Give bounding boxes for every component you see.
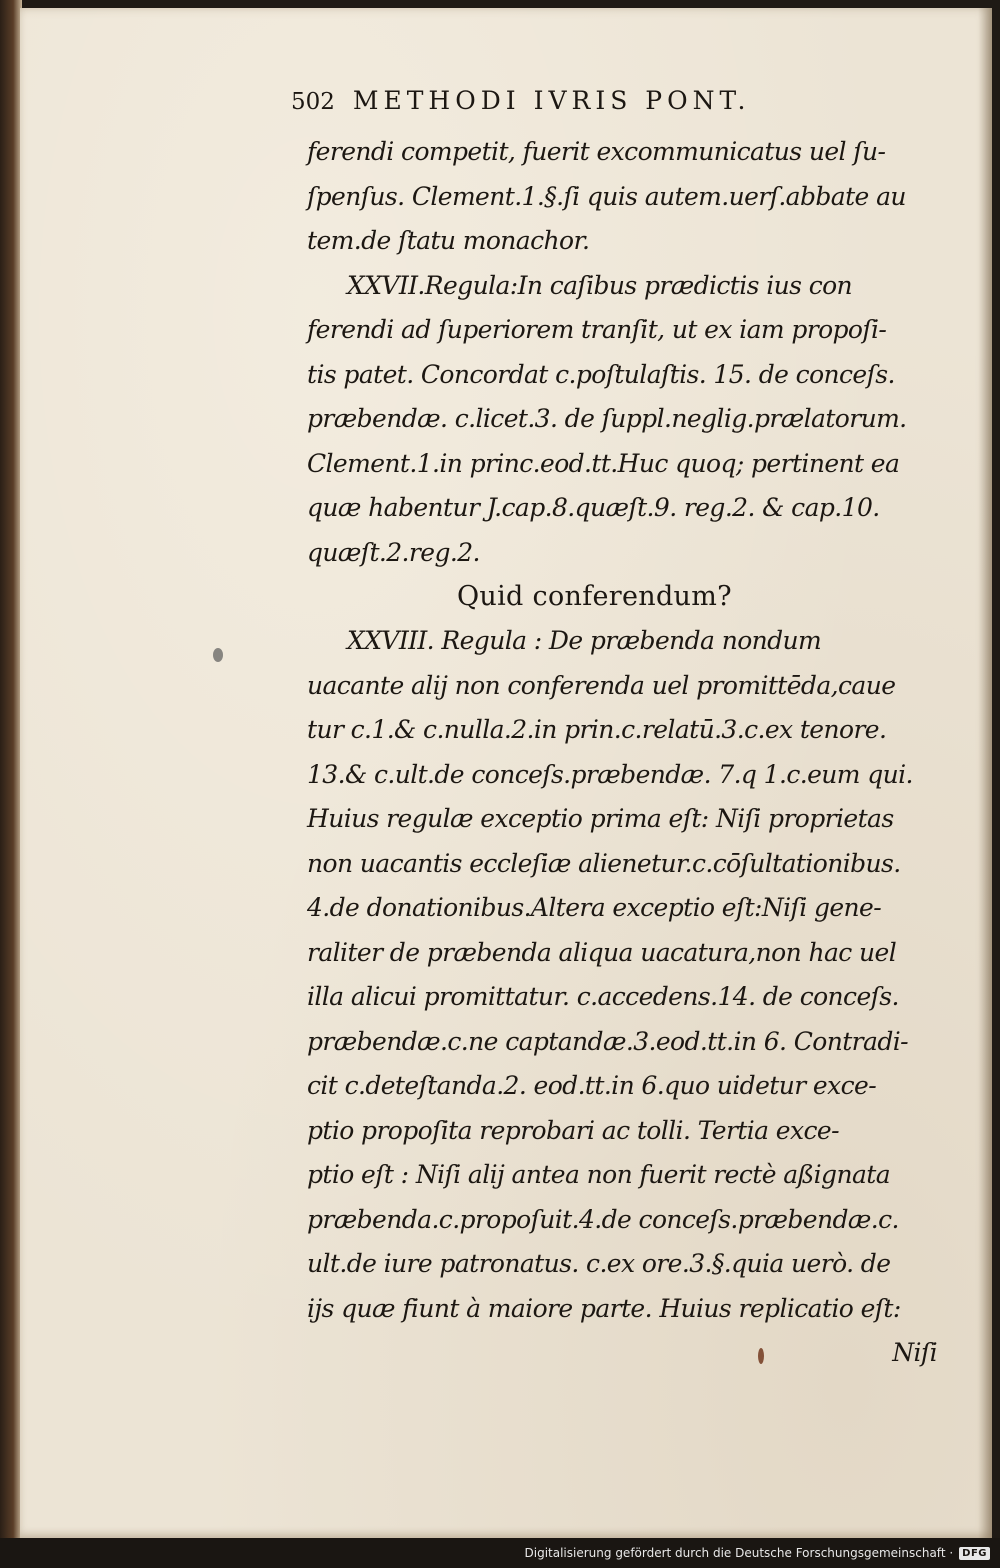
text-line: ferendi ad ſuperiorem tranſit, ut ex iam propoſi- bbox=[307, 315, 887, 344]
text-line: ptio eſt : Niſi alij antea non fuerit rectè aßignata bbox=[307, 1160, 890, 1189]
page-edge-shadow bbox=[978, 8, 992, 1538]
text-line: quæ habentur J.cap.8.quæſt.9. reg.2. & cap.10. bbox=[307, 493, 880, 522]
text-line: non uacantis eccleſiæ alienetur.c.cōſultationibus. bbox=[307, 848, 901, 878]
text-line: præbendæ.c.ne captandæ.3.eod.tt.in 6. Contradi- bbox=[307, 1026, 908, 1056]
text-line: præbendæ. c.licet.3. de ſuppl.neglig.prælatorum. bbox=[307, 404, 907, 433]
text-line: præbenda.c.propoſuit.4.de conceſs.præbendæ.c. bbox=[307, 1204, 899, 1234]
text-line-rule-27: XXVII.Regula:In caſibus prædictis ius con bbox=[347, 270, 853, 300]
text-line: raliter de præbenda aliqua uacatura,non hac uel bbox=[307, 937, 897, 967]
text-line: ferendi competit, fuerit excommunicatus uel ſu- bbox=[307, 137, 886, 166]
running-head bbox=[291, 86, 945, 130]
text-line: Clement.1.in princ.eod.tt.Huc quoq; pertinent ea bbox=[307, 448, 900, 478]
text-line: 4.de donationibus.Altera exceptio eſt:Niſi gene- bbox=[307, 893, 882, 922]
page-text bbox=[285, 86, 945, 1376]
funding-credit bbox=[525, 1546, 990, 1560]
page-number: 502 bbox=[291, 89, 335, 115]
text-line-rule-28: XXVIII. Regula : De præbenda nondum bbox=[347, 626, 822, 655]
text-line: tem.de ſtatu monachor. bbox=[307, 226, 590, 255]
text-line: ſpenſus. Clement.1.§.ſi quis autem.uerſ.abbate au bbox=[307, 181, 906, 211]
text-line: uacante alij non conferenda uel promittēda,caue bbox=[307, 670, 896, 700]
text-line: quæſt.2.reg.2. bbox=[307, 537, 480, 567]
text-line: Huius regulæ exceptio prima eſt: Niſi proprietas bbox=[307, 804, 894, 833]
text-line: tur c.1.& c.nulla.2.in prin.c.relatū.3.c.ex tenore. bbox=[307, 715, 887, 744]
text-line: ult.de iure patronatus. c.ex ore.3.§.quia uerò. de bbox=[307, 1249, 891, 1278]
text-line: 13.& c.ult.de conceſs.præbendæ. 7.q 1.c.eum qui. bbox=[307, 759, 913, 789]
ink-blemish bbox=[213, 648, 223, 662]
funding-credit-text: Digitalisierung gefördert durch die Deutsche Forschungsgemeinschaft · bbox=[524, 1546, 954, 1560]
book-spine-edge bbox=[0, 0, 22, 1545]
text-line: cit c.deteſtanda.2. eod.tt.in 6.quo uidetur exce- bbox=[307, 1071, 877, 1100]
section-heading: Quid conferendum? bbox=[457, 581, 732, 612]
text-line: ptio propoſita reprobari ac tolli. Tertia exce- bbox=[307, 1115, 839, 1145]
text-line: ijs quæ fiunt à maiore parte. Huius replicatio eſt: bbox=[307, 1293, 901, 1323]
dfg-logo: DFG bbox=[959, 1547, 990, 1560]
catchword: Niſi bbox=[892, 1338, 937, 1367]
running-head-title: METHODI IVRIS PONT. bbox=[352, 86, 751, 115]
text-line: tis patet. Concordat c.poſtulaſtis. 15. de conceſs. bbox=[307, 359, 895, 389]
text-line: illa alicui promittatur. c.accedens.14. de conceſs. bbox=[307, 982, 899, 1011]
